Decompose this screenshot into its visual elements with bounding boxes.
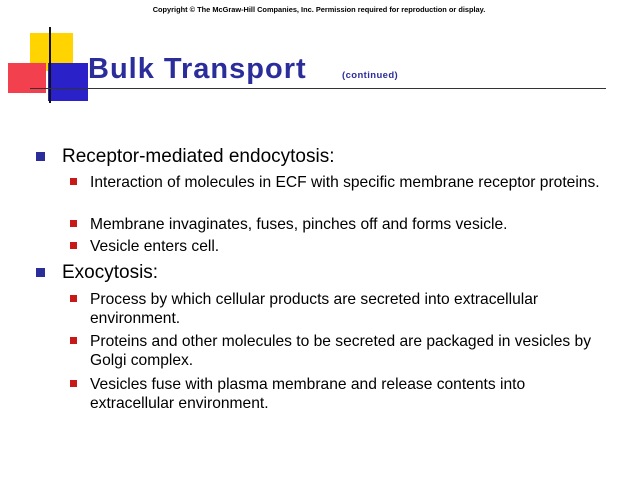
subbullet-item	[90, 237, 610, 256]
square-bullet-icon	[70, 380, 77, 387]
bullet-text: Exocytosis:	[62, 262, 159, 283]
subbullet-item	[90, 215, 610, 234]
bullet-exocytosis	[62, 262, 158, 284]
subbullet-text: Vesicle enters cell.	[90, 238, 220, 255]
square-bullet-icon	[70, 220, 77, 227]
slide-subtitle: (continued)	[342, 70, 399, 81]
subbullet-item	[90, 173, 610, 192]
square-bullet-icon	[70, 242, 77, 249]
copyright-notice: Copyright © The McGraw-Hill Companies, Inc. Permission required for reproduction or display.	[152, 5, 486, 14]
decor-blue-square	[48, 63, 88, 101]
subbullet-text: Process by which cellular products are secreted into extracellular environment.	[90, 291, 539, 327]
subbullet-text: Proteins and other molecules to be secreted are packaged in vesicles by Golgi complex.	[90, 333, 592, 369]
bullet-text: Receptor-mediated endocytosis:	[62, 146, 335, 167]
square-bullet-icon	[70, 178, 77, 185]
subbullet-item	[90, 290, 610, 328]
subbullet-item	[90, 332, 610, 370]
slide-title: Bulk Transport	[88, 53, 307, 85]
subbullet-text: Membrane invaginates, fuses, pinches off and forms vesicle.	[90, 216, 508, 233]
decor-vertical-line	[49, 27, 51, 103]
square-bullet-icon	[70, 337, 77, 344]
square-bullet-icon	[36, 152, 45, 161]
subbullet-text: Vesicles fuse with plasma membrane and release contents into extracellular environment.	[90, 376, 526, 412]
square-bullet-icon	[36, 268, 45, 277]
square-bullet-icon	[70, 295, 77, 302]
subbullet-text: Interaction of molecules in ECF with specific membrane receptor proteins.	[90, 174, 600, 191]
subbullet-item	[90, 375, 610, 413]
bullet-receptor-endocytosis	[62, 146, 334, 168]
title-underline	[30, 88, 606, 89]
